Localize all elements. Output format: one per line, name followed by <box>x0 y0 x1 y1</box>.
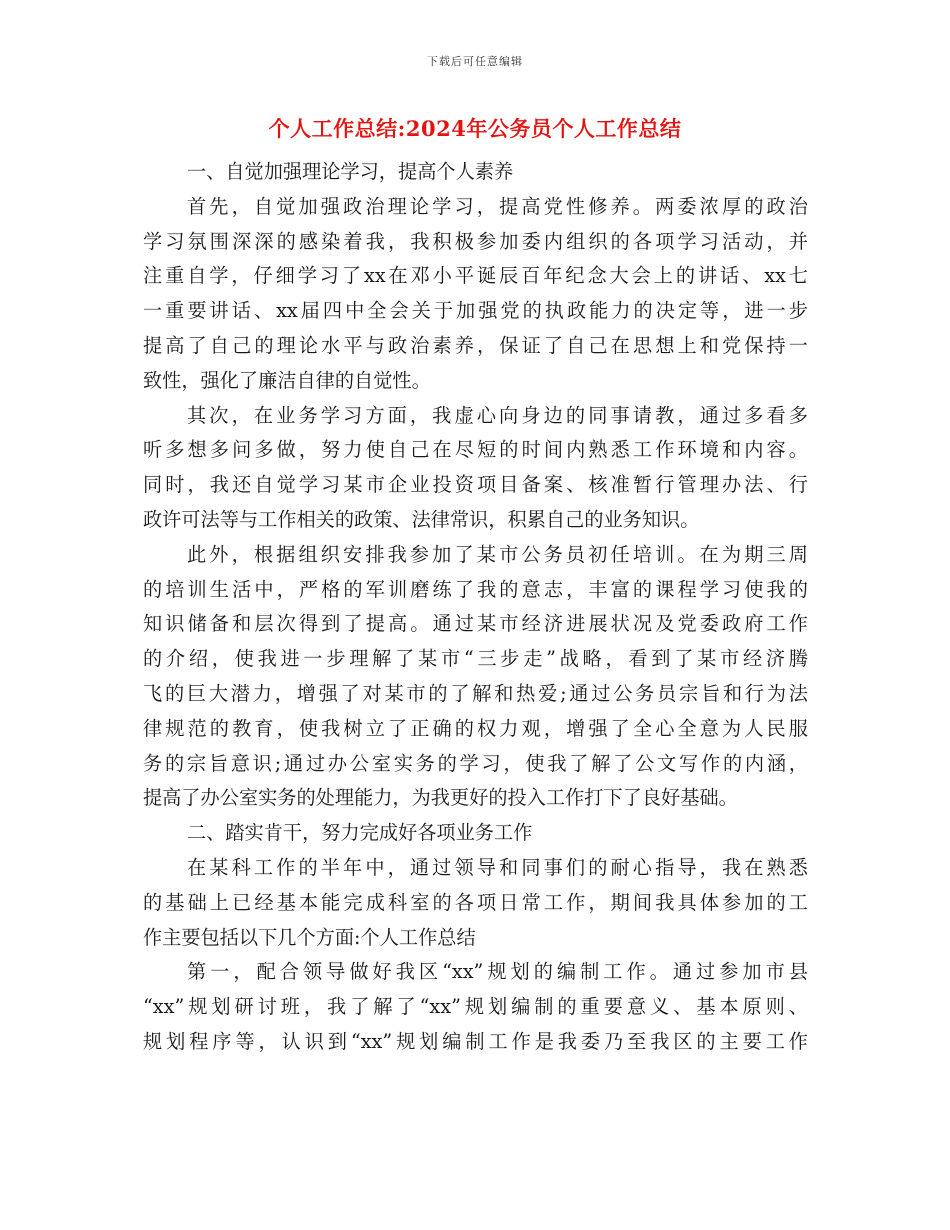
text-line: 政许可法等与工作相关的政策、法律常识，积累自己的业务知识。 <box>143 507 700 531</box>
text-line: 的基础上已经基本能完成科室的各项日常工作，期间我具体参加的工 <box>143 890 808 914</box>
text-line: 提高了自己的理论水平与政治素养，保证了自己在思想上和党保持一 <box>143 333 808 357</box>
text-line: 务的宗旨意识;通过办公室实务的学习，使我了解了公文写作的内涵， <box>143 751 808 775</box>
document-body <box>143 155 808 1060</box>
text-line: “xx”规划研讨班，我了解了“xx”规划编制的重要意义、基本原则、 <box>143 995 808 1019</box>
text-line: 律规范的教育，使我树立了正确的权力观，增强了全心全意为人民服 <box>143 716 808 740</box>
text-line: 第一，配合领导做好我区“xx”规划的编制工作。通过参加市县 <box>187 960 808 984</box>
document-title: 个人工作总结:2024年公务员个人工作总结 <box>268 116 682 141</box>
text-line: 在某科工作的半年中，通过领导和同事们的耐心指导，我在熟悉 <box>187 855 808 879</box>
text-line: 致性，强化了廉洁自律的自觉性。 <box>143 368 431 392</box>
text-line: 注重自学，仔细学习了xx在邓小平诞辰百年纪念大会上的讲话、xx七 <box>143 264 808 288</box>
text-line: 听多想多问多做，努力使自己在尽短的时间内熟悉工作环境和内容。 <box>143 438 808 462</box>
text-line: 的培训生活中，严格的军训磨练了我的意志，丰富的课程学习使我的 <box>143 577 808 601</box>
text-line: 一重要讲话、xx届四中全会关于加强党的执政能力的决定等，进一步 <box>143 299 808 323</box>
text-line: 其次，在业务学习方面，我虚心向身边的同事请教，通过多看多 <box>187 403 808 427</box>
text-line: 此外，根据组织安排我参加了某市公务员初任培训。在为期三周 <box>187 542 808 566</box>
text-line: 提高了办公室实务的处理能力，为我更好的投入工作打下了良好基础。 <box>143 786 738 810</box>
text-line: 飞的巨大潜力，增强了对某市的了解和热爱;通过公务员宗旨和行为法 <box>143 681 808 705</box>
text-line: 首先，自觉加强政治理论学习，提高党性修养。两委浓厚的政治 <box>187 194 808 218</box>
section-heading: 二、踏实肯干，努力完成好各项业务工作 <box>187 821 533 845</box>
text-line: 规划程序等，认识到“xx”规划编制工作是我委乃至我区的主要工作 <box>143 1029 808 1053</box>
text-line: 的介绍，使我进一步理解了某市“三步走”战略，看到了某市经济腾 <box>143 647 808 671</box>
section-heading: 一、自觉加强理论学习，提高个人素养 <box>187 160 514 183</box>
text-line: 学习氛围深深的感染着我，我积极参加委内组织的各项学习活动，并 <box>143 229 808 253</box>
text-line: 知识储备和层次得到了提高。通过某市经济进展状况及党委政府工作 <box>143 612 808 636</box>
text-line: 同时，我还自觉学习某市企业投资项目备案、核准暂行管理办法、行 <box>143 473 808 497</box>
header-note: 下载后可任意编辑 <box>427 55 523 68</box>
text-line: 作主要包括以下几个方面:个人工作总结 <box>143 925 476 949</box>
